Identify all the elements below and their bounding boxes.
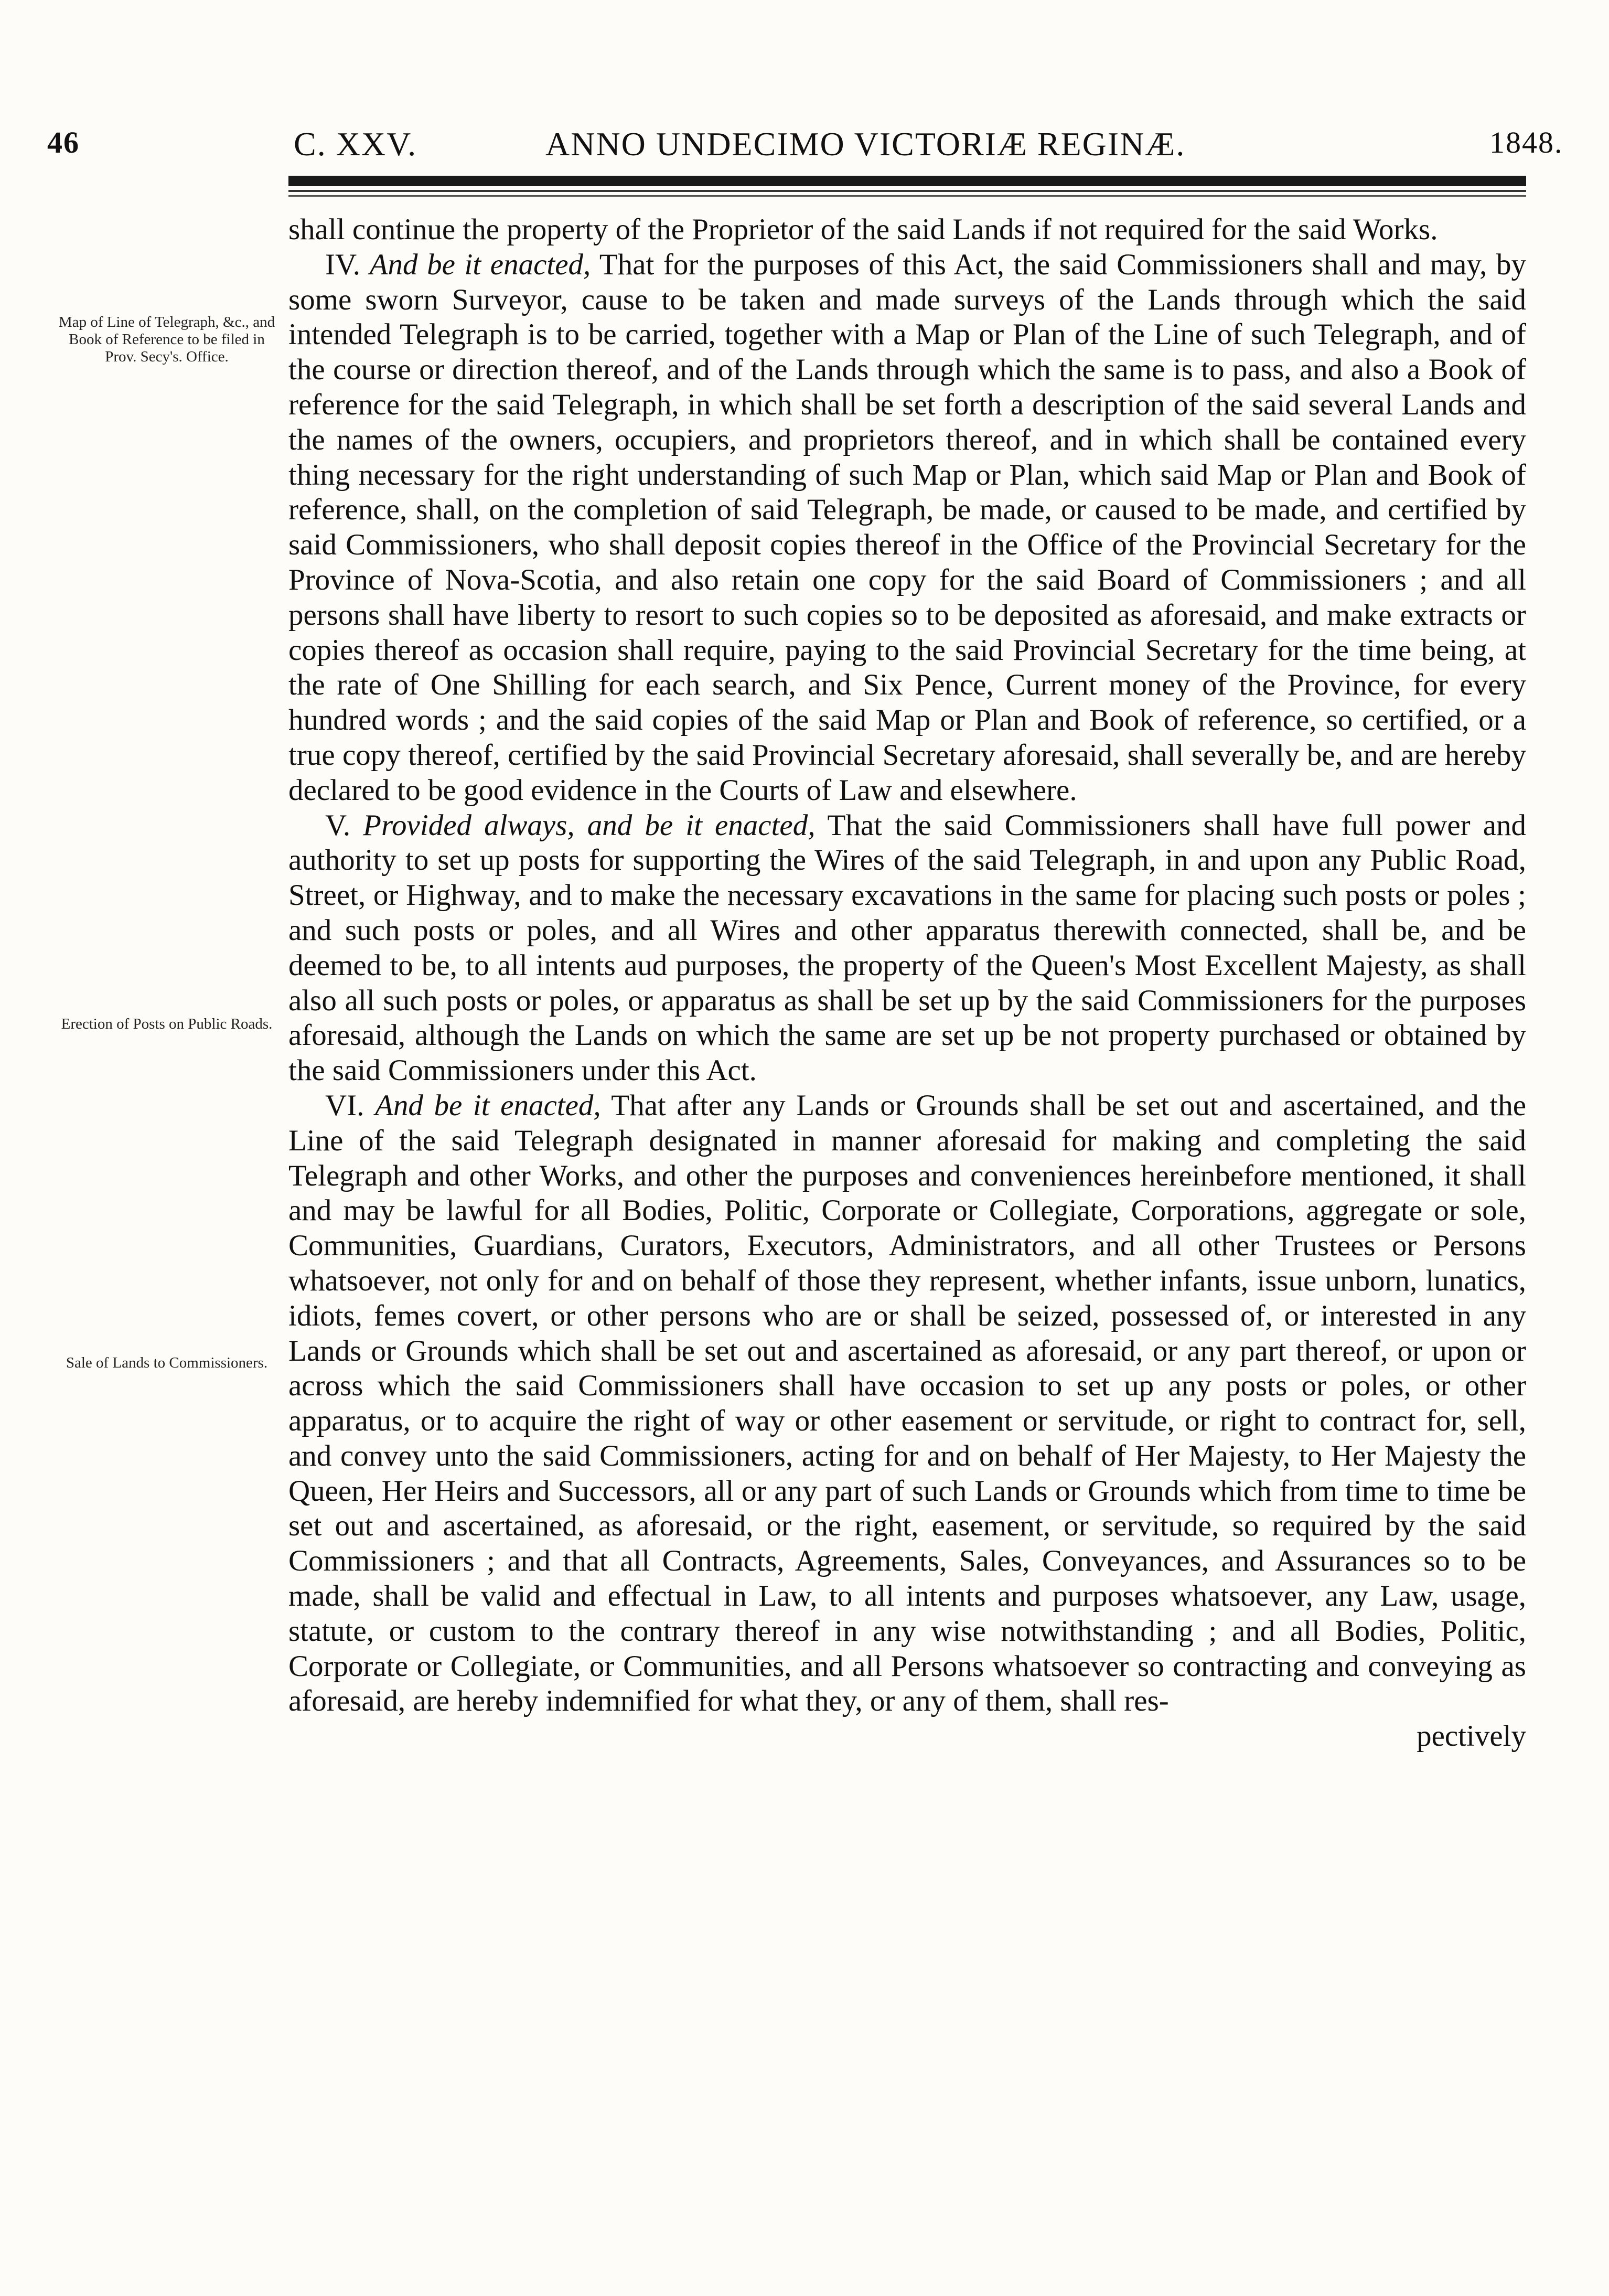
running-header: [47, 120, 1563, 172]
section-vi: [288, 1088, 1526, 1719]
margin-note-erection-of-posts: Erection of Posts on Public Roads.: [61, 1016, 273, 1032]
section-number: V.: [325, 808, 351, 842]
header-rule-thin-lower: [288, 195, 1526, 197]
section-text: That for the purposes of this Act, the said Commissioners shall and may, by some sworn Surveyor, cause to be taken and made surveys of the Lands through which the said intended Telegraph is to be carried, together with a Map or Plan of the Line of such Telegraph, and of the course or direction thereof, and of the Lands through which the same is to pass, and also a Book of reference for the said Telegraph, in which shall be set forth a description of the said several Lands and the names of the owners, occupiers, and proprietors thereof, and in which shall be contained every thing necessary for the right understanding of such Map or Plan, which said Map or Plan and Book of reference, shall, on the completion of said Telegraph, be made, or caused to be made, and certified by said Commissioners, who shall deposit copies thereof in the Office of the Provincial Secretary for the Province of Nova-Scotia, and also retain one copy for the said Board of Commissioners ; and all persons shall have liberty to resort to such copies so to be deposited as aforesaid, and make extracts or copies thereof as occasion shall require, paying to the said Provincial Secretary for the time being, at the rate of One Shilling for each search, and Six Pence, Current money of the Province, for every hundred words ; and the said copies of the said Map or Plan and Book of reference, so certified, or a true copy thereof, certified by the said Provincial Secretary aforesaid, shall severally be, and are hereby declared to be good evidence in the Courts of Law and elsewhere.: [288, 248, 1526, 807]
header-year: 1848.: [1489, 125, 1563, 159]
section-v: [288, 808, 1526, 1088]
margin-note-map-of-line: Map of Line of Telegraph, &c., and Book of Reference to be filed in Prov. Secy's. Office.: [58, 314, 275, 365]
header-rule-thick: [288, 176, 1526, 186]
page-number: 46: [47, 125, 80, 159]
enacting-clause: And be it enacted,: [369, 248, 591, 281]
section-text: That the said Commissioners shall have full power and authority to set up posts for supporting the Wires of the said Telegraph, in and upon any Public Road, Street, or Highway, and to make the necessary excavations in the same for placing such posts or poles ; and such posts or poles, and all Wires and other apparatus therewith connected, shall be, and be deemed to be, to all intents aud purposes, the property of the Queen's Most Excellent Majesty, as shall also all such posts or poles, or apparatus as shall be set up by the said Commissioners for the purposes aforesaid, although the Lands on which the same are set up be not property purchased or obtained by the said Commissioners under this Act.: [288, 808, 1526, 1087]
statute-body: [288, 212, 1526, 1754]
section-iv: [288, 248, 1526, 808]
section-text: That after any Lands or Grounds shall be set out and ascertained, and the Line of the said Telegraph designated in manner aforesaid for making and completing the said Telegraph and other Works, and other the purposes and conveniences hereinbefore mentioned, it shall and may be lawful for all Bodies, Politic, Corporate or Collegiate, Corporations, aggregate or sole, Communities, Guardians, Curators, Executors, Administrators, and all other Trustees or Persons whatsoever, not only for and on behalf of those they represent, whether infants, issue unborn, lunatics, idiots, femes covert, or other persons who are or shall be seized, possessed of, or interested in any Lands or Grounds which shall be set out and ascertained as aforesaid, or any part thereof, or upon or across which the said Commissioners shall have occasion to set up any posts or poles, or other apparatus, or to acquire the right of way or other easement or servitude, or right to contract for, sell, and convey unto the said Commissioners, acting for and on behalf of Her Majesty, to Her Majesty the Queen, Her Heirs and Successors, all or any part of such Lands or Grounds which from time to time be set out and ascertained, as aforesaid, or the right, easement, or servitude, so required by the said Commissioners ; and that all Contracts, Agreements, Sales, Conveyances, and Assurances so to be made, shall be valid and effectual in Law, to all intents and purposes whatsoever, any Law, usage, statute, or custom to the contrary thereof in any wise notwithstanding ; and all Bodies, Politic, Corporate or Collegiate, or Communities, and all Persons whatsoever so contracting and conveying as aforesaid, are hereby indemnified for what they, or any of them, shall res-: [288, 1088, 1526, 1718]
running-title: ANNO UNDECIMO VICTORIÆ REGINÆ.: [545, 125, 1186, 163]
margin-note-sale-of-lands: Sale of Lands to Commissioners.: [66, 1354, 268, 1371]
enacting-clause: And be it enacted,: [375, 1088, 601, 1122]
chapter-number: C. XXV.: [294, 125, 417, 163]
header-rule-thin: [288, 190, 1526, 192]
continuation-text: shall continue the property of the Proprietor of the said Lands if not required for the said Works.: [288, 213, 1438, 246]
section-number: IV.: [325, 248, 361, 281]
section-number: VI.: [325, 1088, 364, 1122]
catchword: pectively: [1417, 1720, 1526, 1753]
enacting-clause: Provided always, and be it enacted,: [363, 808, 816, 842]
